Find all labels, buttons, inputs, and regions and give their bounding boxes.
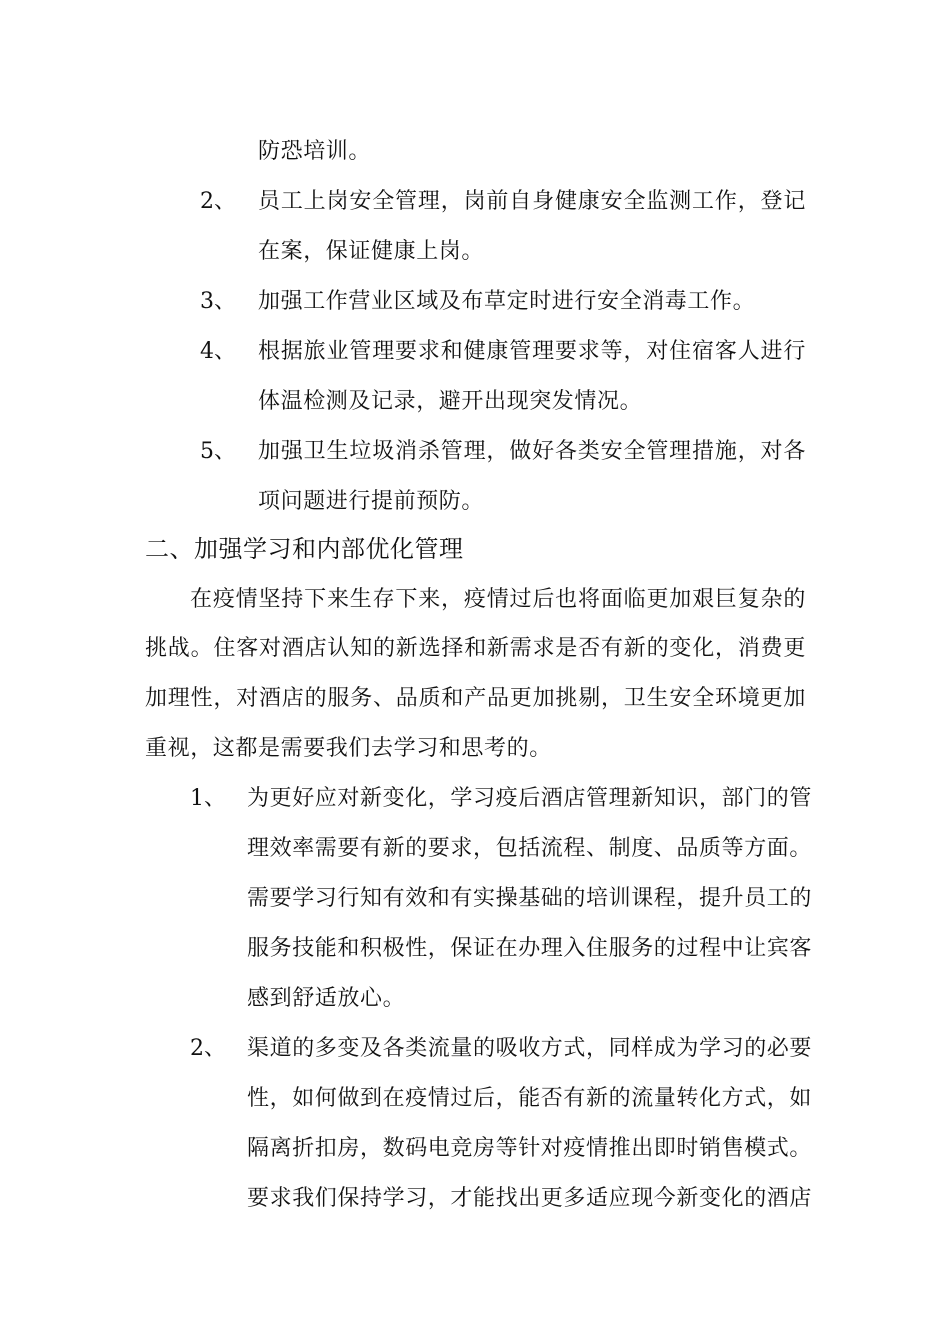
item1-tail-text: 防恐培训。	[258, 139, 372, 164]
intro-line3: 加理性，对酒店的服务、品质和产品更加挑剔，卫生安全环境更加	[145, 686, 806, 711]
item5-number: 5、	[200, 439, 236, 464]
s2-item2-line2: 性，如何做到在疫情过后，能否有新的流量转化方式，如	[247, 1086, 813, 1111]
item4-line2: 体温检测及记录，避开出现突发情况。	[258, 389, 643, 414]
item2-line2: 在案，保证健康上岗。	[258, 239, 485, 264]
s2-item1-line2: 理效率需要有新的要求，包括流程、制度、品质等方面。	[247, 836, 813, 861]
s2-item2-line4: 要求我们保持学习，才能找出更多适应现今新变化的酒店	[247, 1186, 813, 1211]
s2-item2-number: 2、	[190, 1036, 226, 1061]
s2-item2-line1: 渠道的多变及各类流量的吸收方式，同样成为学习的必要	[247, 1036, 813, 1061]
section2-heading: 二、加强学习和内部优化管理	[145, 535, 464, 563]
item2-number: 2、	[200, 189, 236, 214]
s2-item1-line1: 为更好应对新变化，学习疫后酒店管理新知识，部门的管	[247, 786, 813, 811]
item4-number: 4、	[200, 339, 236, 364]
s2-item1-line5: 感到舒适放心。	[247, 986, 406, 1011]
s2-item1-line3: 需要学习行知有效和有实操基础的培训课程，提升员工的	[247, 886, 813, 911]
s2-item2-line3: 隔离折扣房，数码电竞房等针对疫情推出即时销售模式。	[247, 1136, 813, 1161]
s2-item1-line4: 服务技能和积极性，保证在办理入住服务的过程中让宾客	[247, 936, 813, 961]
item2-line1: 员工上岗安全管理，岗前自身健康安全监测工作，登记	[258, 189, 806, 214]
intro-line2: 挑战。住客对酒店认知的新选择和新需求是否有新的变化，消费更	[145, 636, 806, 661]
item5-line1: 加强卫生垃圾消杀管理，做好各类安全管理措施，对各	[258, 439, 806, 464]
item5-line2: 项问题进行提前预防。	[258, 489, 485, 514]
intro-line4: 重视，这都是需要我们去学习和思考的。	[145, 736, 552, 761]
item3-line1: 加强工作营业区域及布草定时进行安全消毒工作。	[258, 289, 756, 314]
item4-line1: 根据旅业管理要求和健康管理要求等，对住宿客人进行	[258, 339, 806, 364]
s2-item1-number: 1、	[190, 786, 226, 811]
item3-number: 3、	[200, 289, 236, 314]
intro-line1: 在疫情坚持下来生存下来，疫情过后也将面临更加艰巨复杂的	[190, 587, 806, 612]
